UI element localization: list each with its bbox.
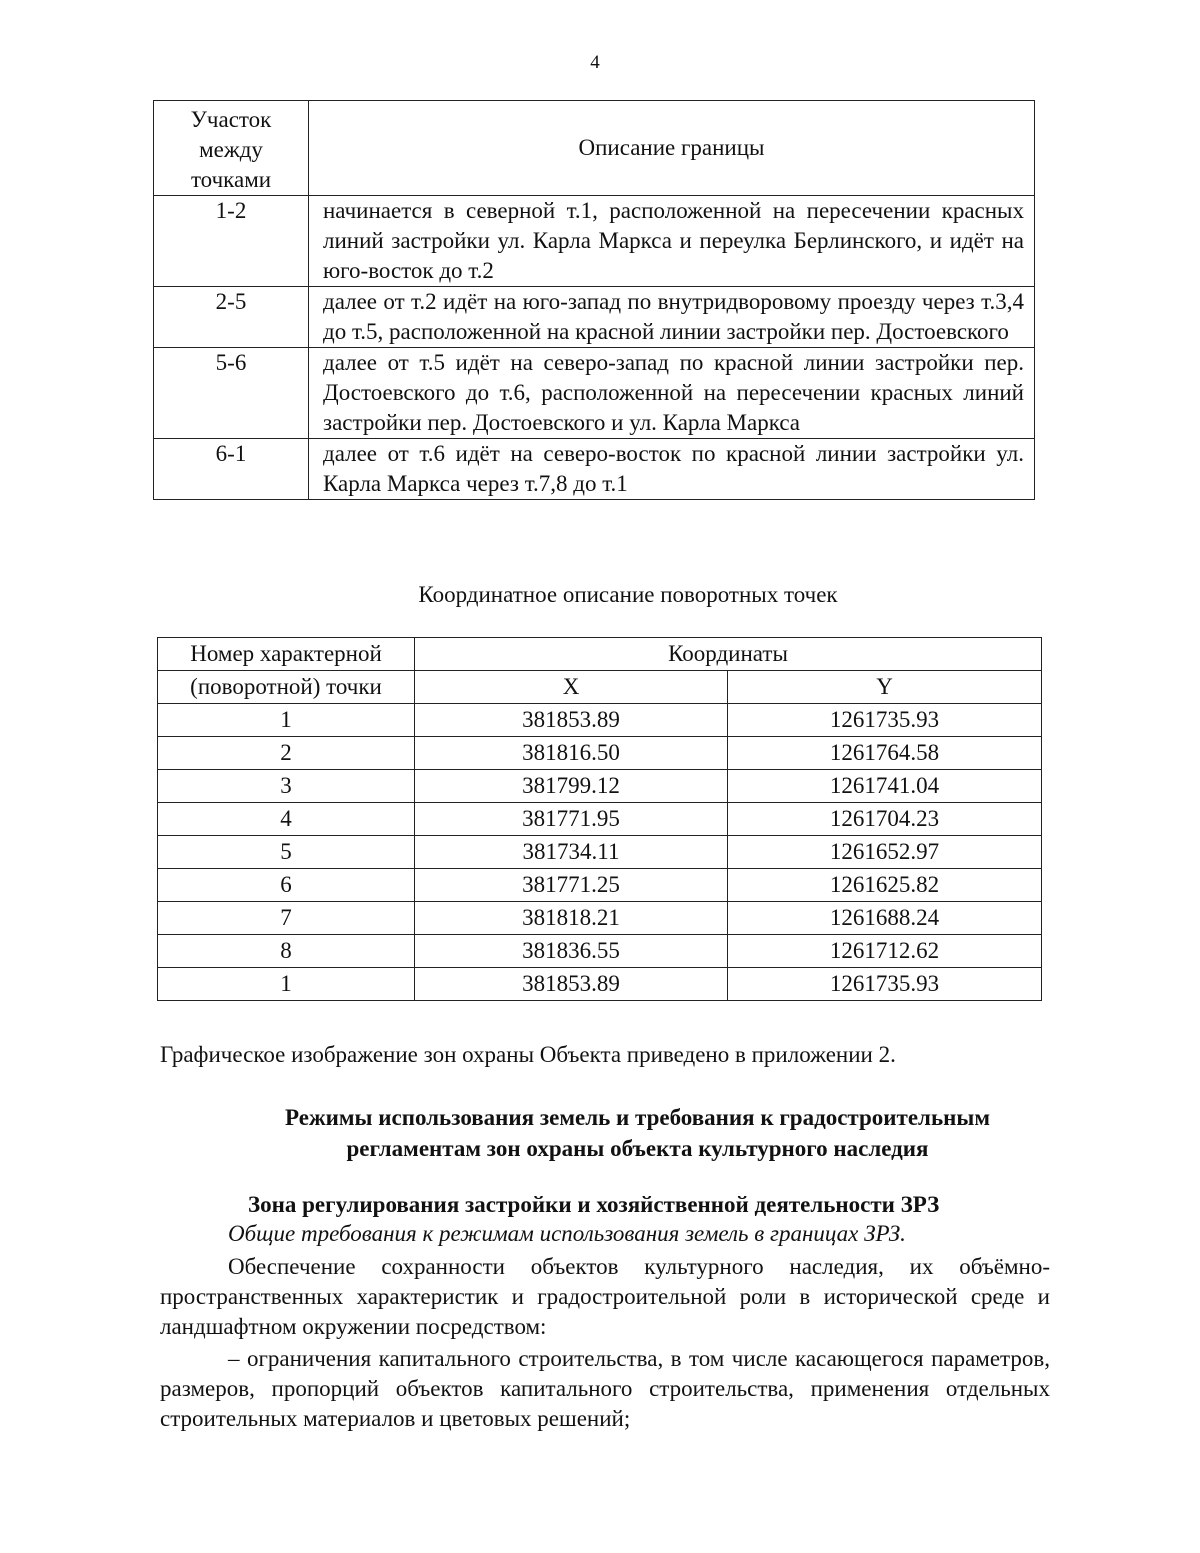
header-line: между bbox=[199, 137, 263, 162]
x-coordinate-cell: 381836.55 bbox=[415, 935, 728, 968]
table-header-row bbox=[154, 101, 1035, 196]
table-header-row bbox=[158, 638, 1042, 671]
coordinates-header: Координаты bbox=[415, 638, 1042, 671]
segment-column-header bbox=[154, 101, 309, 196]
coordinates-body bbox=[158, 704, 1042, 1001]
table-row bbox=[154, 348, 1035, 439]
x-coordinate-cell: 381734.11 bbox=[415, 836, 728, 869]
y-coordinate-cell: 1261625.82 bbox=[728, 869, 1042, 902]
y-coordinate-cell: 1261735.93 bbox=[728, 968, 1042, 1001]
paragraph: – ограничения капитального строительства, в том числе касающегося параметров, размеров, пропорций объектов капитального строительства, применения отдельных строительных материалов и цветовых решений; bbox=[160, 1346, 1050, 1431]
segment-cell: 6-1 bbox=[154, 439, 309, 500]
table-row bbox=[158, 902, 1042, 935]
y-coordinate-cell: 1261712.62 bbox=[728, 935, 1042, 968]
paragraph: Обеспечение сохранности объектов культурного наследия, их объёмно-пространственных характеристик и градостроительной роли в исторической среде и ландшафтном окружении посредством: bbox=[160, 1254, 1050, 1339]
y-coordinate-cell: 1261741.04 bbox=[728, 770, 1042, 803]
page-number: 4 bbox=[590, 52, 600, 73]
x-coordinate-cell: 381799.12 bbox=[415, 770, 728, 803]
segment-cell: 1-2 bbox=[154, 196, 309, 287]
header-line: точками bbox=[190, 167, 272, 192]
point-number-cell: 3 bbox=[158, 770, 415, 803]
y-coordinate-cell: 1261652.97 bbox=[728, 836, 1042, 869]
section-heading bbox=[160, 1102, 1115, 1164]
header-line: Участок bbox=[190, 107, 272, 132]
table-row bbox=[158, 968, 1042, 1001]
coords-caption: Координатное описание поворотных точек bbox=[418, 582, 838, 607]
table-row bbox=[154, 439, 1035, 500]
x-coordinate-cell: 381771.25 bbox=[415, 869, 728, 902]
y-coordinate-cell: 1261764.58 bbox=[728, 737, 1042, 770]
table-row bbox=[158, 737, 1042, 770]
coordinates-table bbox=[157, 637, 1042, 1001]
description-cell: далее от т.5 идёт на северо-запад по красной линии застройки пер. Достоевского до т.6, расположенной на пересечении красных линий застройки пер. Достоевского и ул. Карла Маркса bbox=[309, 348, 1035, 439]
segment-cell: 2-5 bbox=[154, 287, 309, 348]
table-row bbox=[158, 770, 1042, 803]
y-coordinate-cell: 1261704.23 bbox=[728, 803, 1042, 836]
point-number-header-line2: (поворотной) точки bbox=[158, 671, 415, 704]
segment-cell: 5-6 bbox=[154, 348, 309, 439]
x-coordinate-cell: 381853.89 bbox=[415, 968, 728, 1001]
table-row bbox=[158, 803, 1042, 836]
point-number-cell: 4 bbox=[158, 803, 415, 836]
description-cell: начинается в северной т.1, расположенной на пересечении красных линий застройки ул. Карла Маркса и переулка Берлинского, и идёт на юго-восток до т.2 bbox=[309, 196, 1035, 287]
table-row bbox=[154, 287, 1035, 348]
requirements-subheading: Общие требования к режимам использования земель в границах ЗРЗ. bbox=[228, 1221, 906, 1246]
table-row bbox=[158, 704, 1042, 737]
table-row bbox=[158, 935, 1042, 968]
graphic-note: Графическое изображение зон охраны Объекта приведено в приложении 2. bbox=[160, 1042, 896, 1067]
point-number-cell: 2 bbox=[158, 737, 415, 770]
heading-line: регламентам зон охраны объекта культурного наследия bbox=[346, 1136, 929, 1161]
description-cell: далее от т.6 идёт на северо-восток по красной линии застройки ул. Карла Маркса через т.7,8 до т.1 bbox=[309, 439, 1035, 500]
zone-heading: Зона регулирования застройки и хозяйственной деятельности ЗРЗ bbox=[248, 1192, 940, 1217]
point-number-cell: 1 bbox=[158, 968, 415, 1001]
table-row bbox=[158, 836, 1042, 869]
boundary-segments-table bbox=[153, 100, 1035, 500]
heading-line: Режимы использования земель и требования к градостроительным bbox=[284, 1105, 990, 1130]
y-coordinate-cell: 1261735.93 bbox=[728, 704, 1042, 737]
point-number-cell: 6 bbox=[158, 869, 415, 902]
point-number-cell: 7 bbox=[158, 902, 415, 935]
y-header: Y bbox=[728, 671, 1042, 704]
description-cell: далее от т.2 идёт на юго-запад по внутридворовому проезду через т.3,4 до т.5, расположенной на красной линии застройки пер. Достоевского bbox=[309, 287, 1035, 348]
point-number-cell: 1 bbox=[158, 704, 415, 737]
table-row bbox=[158, 869, 1042, 902]
x-coordinate-cell: 381771.95 bbox=[415, 803, 728, 836]
point-number-cell: 8 bbox=[158, 935, 415, 968]
y-coordinate-cell: 1261688.24 bbox=[728, 902, 1042, 935]
table-row bbox=[154, 196, 1035, 287]
x-coordinate-cell: 381818.21 bbox=[415, 902, 728, 935]
x-coordinate-cell: 381853.89 bbox=[415, 704, 728, 737]
x-coordinate-cell: 381816.50 bbox=[415, 737, 728, 770]
point-number-cell: 5 bbox=[158, 836, 415, 869]
point-number-header-line1: Номер характерной bbox=[158, 638, 415, 671]
description-column-header: Описание границы bbox=[309, 101, 1035, 196]
x-header: X bbox=[415, 671, 728, 704]
table-header-row bbox=[158, 671, 1042, 704]
